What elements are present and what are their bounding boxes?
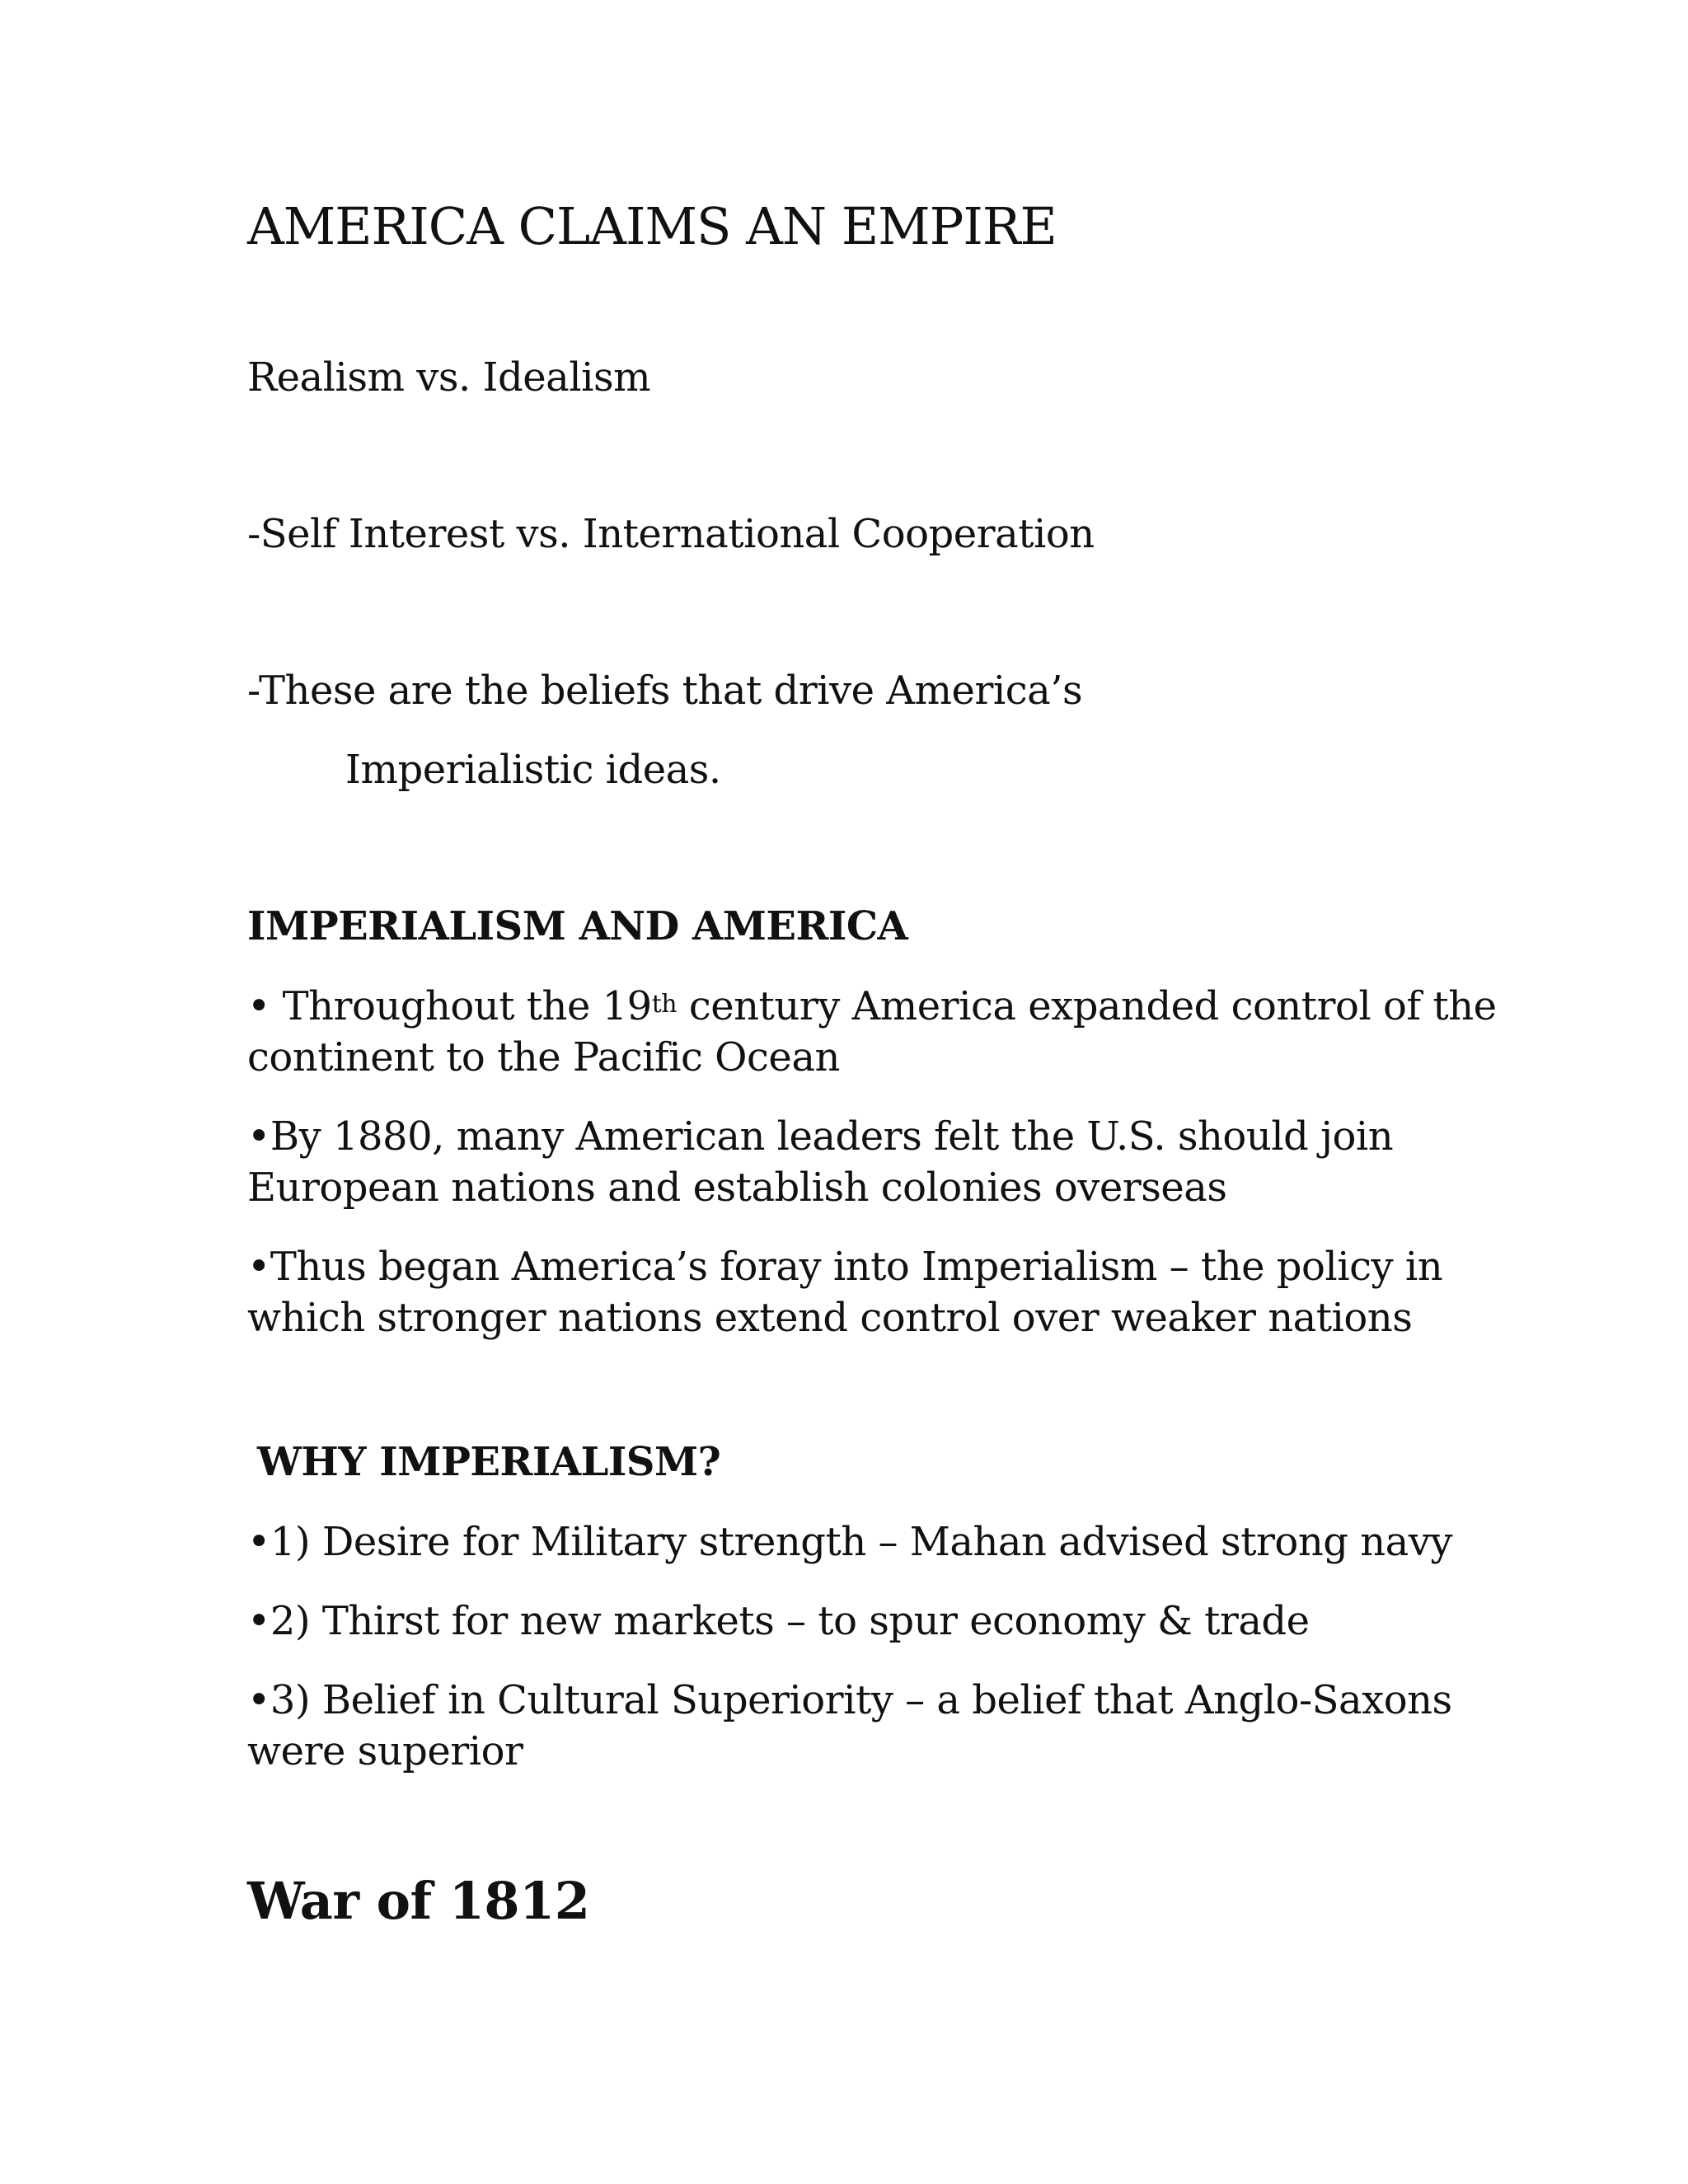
bullet-text-start: • Throughout the 19 [247, 983, 652, 1029]
bullet-throughout-19th-century [247, 981, 1500, 1083]
reason-military-strength: •1) Desire for Military strength – Mahan advised strong navy [247, 1519, 1452, 1565]
intro-line-realism: Realism vs. Idealism [247, 354, 651, 401]
bullet-text-end: century America expanded control of the continent to the Pacific Ocean [247, 983, 1497, 1080]
ordinal-suffix: th [651, 990, 678, 1019]
intro-line-imperialistic: Imperialistic ideas. [345, 747, 721, 793]
reason-new-markets: •2) Thirst for new markets – to spur economy & trade [247, 1598, 1310, 1644]
intro-line-self-interest: -Self Interest vs. International Cooperation [247, 511, 1095, 557]
intro-line-beliefs: -These are the beliefs that drive America’s [247, 668, 1083, 714]
bullet-by-1880: •By 1880, many American leaders felt the U.S. should join European nations and establish colonies overseas [247, 1113, 1394, 1211]
section-heading-imperialism-america: IMPERIALISM AND AMERICA [247, 903, 908, 949]
section-heading-why-imperialism: WHY IMPERIALISM? [257, 1439, 721, 1485]
reason-cultural-superiority: •3) Belief in Cultural Superiority – a belief that Anglo-Saxons were superior [247, 1677, 1452, 1774]
page-title: AMERICA CLAIMS AN EMPIRE [247, 196, 1057, 256]
section-heading-war-of-1812: War of 1812 [247, 1871, 590, 1931]
bullet-thus-began: •Thus began America’s foray into Imperialism – the policy in which stronger nations extend control over weaker nations [247, 1244, 1443, 1341]
